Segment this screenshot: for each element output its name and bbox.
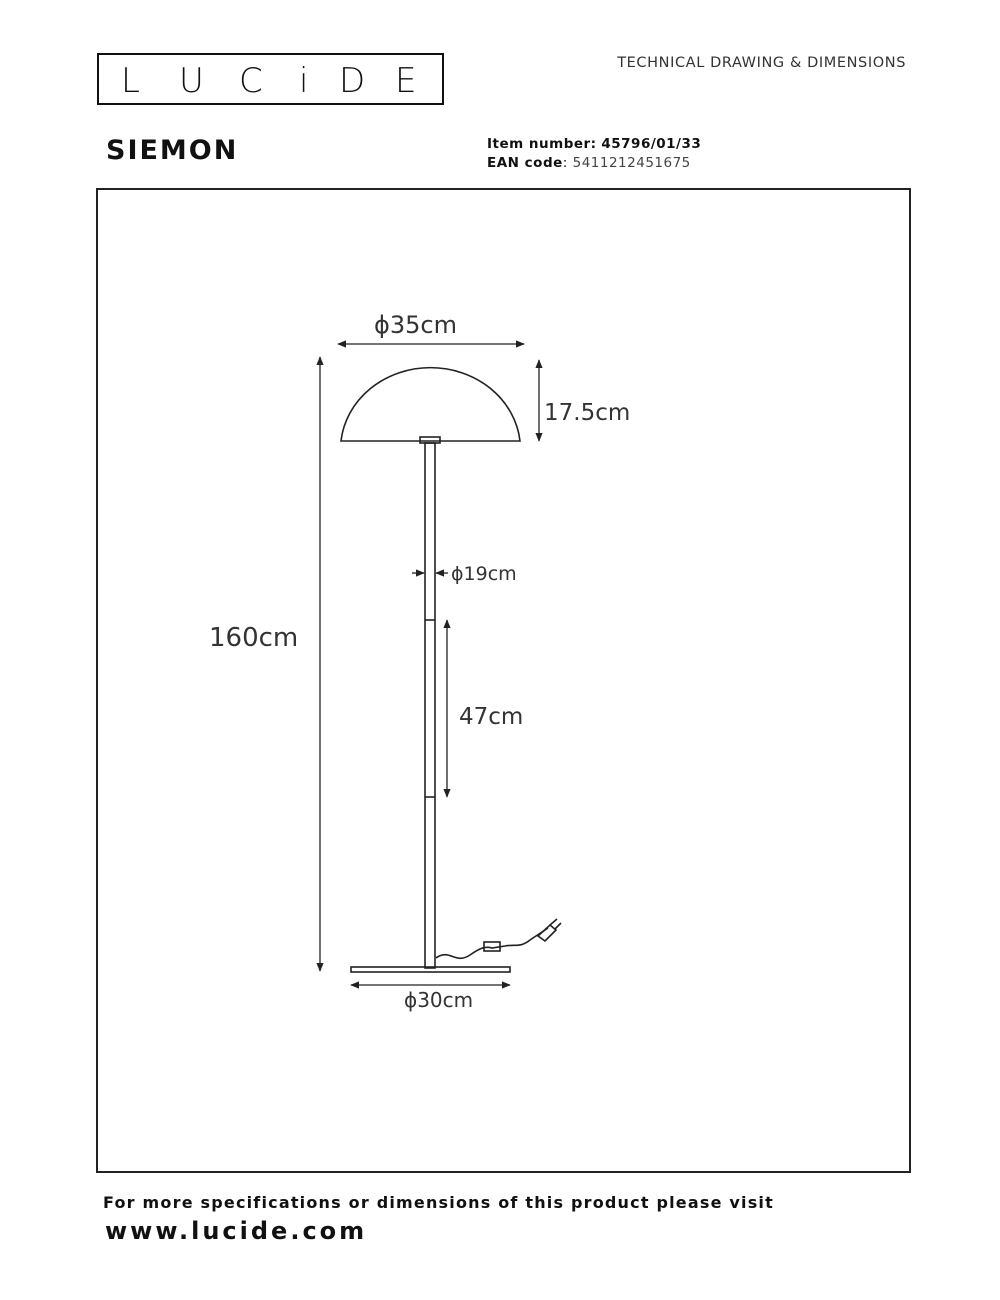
item-number-label: Item number:	[487, 136, 597, 152]
logo-letter-d: D	[339, 61, 366, 101]
product-name: SIEMON	[106, 135, 239, 166]
shade-height-label: 17.5cm	[544, 400, 631, 426]
base-diameter-label: ϕ30cm	[404, 988, 474, 1012]
power-cable	[436, 928, 548, 958]
lamp-shade	[341, 368, 520, 441]
logo-letter-l: L	[121, 61, 140, 101]
lamp-base	[351, 967, 510, 972]
ean-row: EAN code: 5411212451675	[487, 155, 691, 171]
power-plug	[538, 925, 556, 941]
section-length-label: 47cm	[459, 704, 524, 730]
footer-text: For more specifications or dimensions of this product please visit	[103, 1193, 774, 1212]
shade-diameter-label: ϕ35cm	[374, 311, 457, 339]
logo-letter-c: C	[239, 61, 263, 101]
logo-letter-e: E	[395, 61, 417, 101]
pole-diameter-label: ϕ19cm	[451, 563, 517, 585]
header-title: TECHNICAL DRAWING & DIMENSIONS	[617, 55, 906, 71]
footer-url-link[interactable]: www.lucide.com	[105, 1217, 368, 1245]
ean-value: 5411212451675	[572, 155, 691, 171]
logo-letter-u: U	[179, 61, 204, 101]
logo-letter-i: i	[299, 61, 309, 101]
shade-socket	[420, 437, 440, 443]
ean-label: EAN code	[487, 155, 563, 171]
plug-pin-2	[555, 923, 561, 929]
item-number-value: 45796/01/33	[601, 136, 702, 152]
plug-pin-1	[550, 919, 557, 925]
lamp-pole	[425, 443, 435, 968]
total-height-label: 160cm	[209, 623, 299, 653]
